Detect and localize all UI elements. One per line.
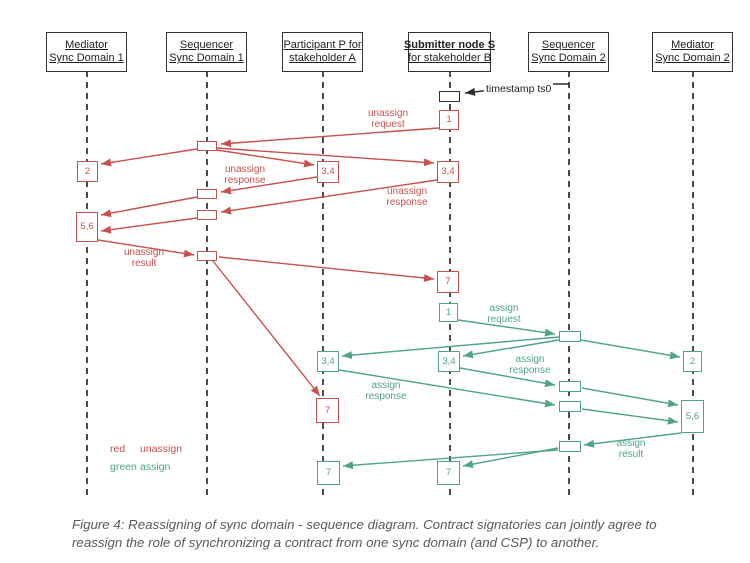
- caption-line-2: reassign the role of synchronizing a contract from one sync domain (and CSP) to another.: [72, 534, 600, 550]
- step-box-red-2: [77, 161, 98, 182]
- label-line: unassign: [224, 164, 266, 175]
- step-number: 7: [445, 467, 452, 479]
- step-number: 2: [689, 355, 696, 367]
- label-line: response: [509, 365, 551, 376]
- label-assign-result: [599, 438, 663, 460]
- arrow-assign-confirm-1: [582, 388, 678, 405]
- legend-red-key: red: [110, 443, 126, 455]
- label-unassign-result: [112, 247, 176, 269]
- activation-sequencer2-1: [559, 331, 581, 342]
- label-line: assign: [616, 438, 646, 449]
- label-unassign-response-mid: [213, 164, 277, 186]
- step-box-red-7-participant: [316, 398, 339, 423]
- activation-sequencer2-3: [559, 401, 581, 412]
- step-box-green-34-submitter: [438, 351, 460, 372]
- arrow-assign-broadcast-mediator2: [581, 340, 680, 357]
- step-number: 3,4: [442, 355, 456, 367]
- lane-header-mediator-2: [652, 32, 733, 72]
- label-line: response: [224, 175, 266, 186]
- step-box-red-34-submitter: [437, 161, 459, 183]
- label-unassign-request: [356, 108, 420, 130]
- arrow-unassign-confirm-1: [101, 197, 197, 215]
- arrow-unassign-confirm-2: [101, 218, 197, 231]
- activation-sequencer2-4: [559, 441, 581, 452]
- lane-header-mediator-1: [46, 32, 127, 72]
- arrow-unassign-request: [221, 128, 439, 144]
- step-box-green-2: [683, 351, 702, 372]
- arrow-unassign-broadcast-participant: [217, 150, 314, 165]
- step-number: 1: [445, 306, 452, 318]
- label-line: response: [365, 391, 407, 402]
- arrow-unassign-broadcast-mediator1: [101, 149, 197, 164]
- label-assign-response-left: [354, 380, 418, 402]
- activation-sequencer1-3: [197, 210, 217, 220]
- step-box-green-7-submitter: [437, 461, 460, 485]
- arrow-unassign-result-participant: [213, 261, 320, 396]
- activation-submitter-ts0: [439, 91, 460, 102]
- label-line: response: [386, 197, 428, 208]
- arrow-assign-confirm-2: [582, 409, 678, 422]
- step-box-red-56: [76, 212, 98, 242]
- step-number: 1: [446, 114, 452, 126]
- lane-header-submitter-b: [403, 32, 496, 72]
- legend-green-value: assign: [140, 461, 171, 473]
- step-number: 5,6: [685, 410, 700, 422]
- lane-title-line: Mediator: [671, 39, 714, 51]
- step-box-red-34-participant: [317, 161, 339, 183]
- step-number: 2: [84, 165, 91, 177]
- activation-sequencer2-2: [559, 381, 581, 392]
- step-box-green-7-participant: [317, 461, 340, 485]
- lane-header-participant-a: [282, 32, 363, 72]
- lane-header-sequencer-2: [528, 32, 609, 72]
- timestamp-label: timestamp ts0: [486, 83, 552, 95]
- lane-title-line: Sync Domain 1: [169, 52, 244, 64]
- activation-sequencer1-4: [197, 251, 217, 261]
- label-line: result: [131, 258, 157, 269]
- label-line: assign: [489, 303, 519, 314]
- step-number: 3,4: [321, 166, 335, 178]
- activation-sequencer1-1: [197, 141, 217, 151]
- lane-title-line: Sync Domain 2: [531, 52, 606, 64]
- label-line: unassign: [367, 108, 409, 119]
- caption-line-1: Figure 4: Reassigning of sync domain - sequence diagram. Contract signatories can jointly agree to: [72, 517, 657, 532]
- lane-title-line: Sequencer: [541, 39, 596, 51]
- step-box-green-56: [681, 400, 704, 433]
- legend-red-value: unassign: [140, 443, 183, 455]
- label-line: unassign: [123, 247, 165, 258]
- step-number: 5,6: [80, 221, 94, 233]
- lane-title-line: stakeholder A: [289, 52, 356, 64]
- label-line: result: [618, 449, 644, 460]
- step-number: 7: [324, 404, 331, 416]
- step-number: 3,4: [321, 355, 335, 367]
- label-assign-response-right: [498, 354, 562, 376]
- step-box-green-34-participant: [317, 351, 339, 372]
- label-line: assign: [371, 380, 401, 391]
- label-line: request: [371, 119, 405, 130]
- label-line: request: [487, 314, 521, 325]
- label-unassign-response-right: [375, 186, 439, 208]
- step-box-red-7-submitter: [437, 271, 459, 293]
- lane-title-line: Sync Domain 2: [655, 52, 730, 64]
- label-line: unassign: [386, 186, 428, 197]
- lane-title-line: Mediator: [65, 39, 108, 51]
- label-assign-request: [472, 303, 536, 325]
- lane-title-line: Participant P for: [283, 39, 362, 51]
- activation-sequencer1-2: [197, 189, 217, 199]
- legend-green-key: green: [110, 461, 137, 473]
- lane-title-line: for stakeholder B: [407, 52, 492, 64]
- label-line: assign: [515, 354, 545, 365]
- step-number: 7: [325, 467, 332, 479]
- step-number: 3,4: [441, 166, 455, 178]
- figure-caption: [72, 516, 702, 551]
- step-number: 7: [445, 276, 451, 288]
- arrow-unassign-result-submitter: [219, 257, 434, 279]
- lane-title-line: Submitter node S: [403, 39, 496, 51]
- lane-title-line: Sync Domain 1: [49, 52, 124, 64]
- step-box-green-1: [439, 303, 458, 322]
- lane-title-line: Sequencer: [179, 39, 234, 51]
- step-box-red-1: [439, 110, 459, 130]
- lane-header-sequencer-1: [166, 32, 247, 72]
